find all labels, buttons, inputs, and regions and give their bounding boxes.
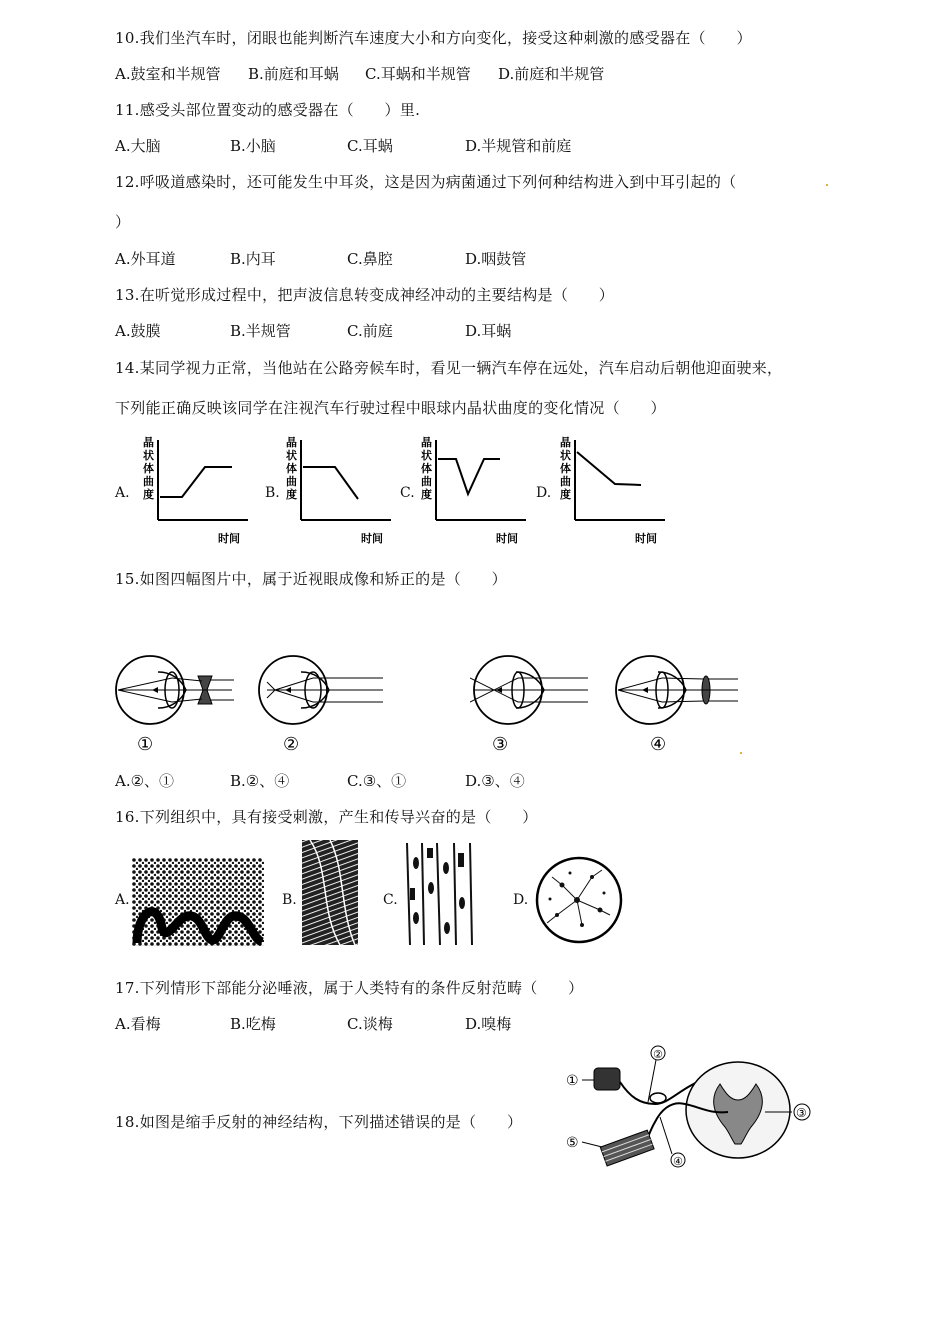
q15-eye-1 [112,650,247,760]
q11-stem: 11.感受头部位置变动的感受器在（ ）里. [115,101,421,119]
svg-text:晶状体曲度: 晶状体曲度 [286,436,297,501]
svg-text:晶状体曲度: 晶状体曲度 [421,436,432,501]
q18-label-1: ① [566,1073,579,1089]
q14-graph-a [140,432,265,550]
q16-label-c: C. [383,892,398,908]
q16-label-b: B. [282,892,297,908]
q11-option-b: B.小脑 [230,137,276,155]
q15-option-a: A.②、① [115,772,175,790]
q18-label-4: ④ [673,1155,683,1168]
q14-graph-b [283,432,408,550]
q15-fig-label-3: ③ [492,734,509,755]
q16-label-d: D. [513,892,529,908]
q14-graph-d-label: D. [536,485,552,501]
q18-stem: 18.如图是缩手反射的神经结构，下列描述错误的是（ ） [115,1113,523,1131]
q12-stem-end: ） [115,213,131,231]
q10-option-a: A.鼓室和半规管 [115,65,221,83]
q12-stem: 12.呼吸道感染时，还可能发生中耳炎，这是因为病菌通过下列何种结构进入到中耳引起的（ [115,173,737,191]
q13-option-a: A.鼓膜 [115,322,161,340]
q12-option-b: B.内耳 [230,250,276,268]
q15-option-b: B.②、④ [230,772,290,790]
q11-option-c: C.耳蜗 [347,137,393,155]
q16-tissue-b [300,840,360,945]
q10-option-d: D.前庭和半规管 [498,65,605,83]
q18-label-3: ③ [796,1106,807,1120]
q10-option-b: B.前庭和耳蜗 [248,65,339,83]
x-axis-label: 时间 [218,532,240,545]
q15-eye-3 [470,650,605,760]
q17-stem: 17.下列情形下部能分泌唾液，属于人类特有的条件反射范畴（ ） [115,979,584,997]
q14-graph-d [557,432,682,550]
q12-option-a: A.外耳道 [115,250,176,268]
scan-dot [826,184,828,186]
q18-reflex-arc-diagram [560,1042,820,1174]
q14-stem-2: 下列能正确反映该同学在注视汽车行驶过程中眼球内晶状曲度的变化情况（ ） [115,399,666,417]
q13-stem: 13.在听觉形成过程中，把声波信息转变成神经冲动的主要结构是（ ） [115,286,615,304]
q12-option-d: D.咽鼓管 [465,250,527,268]
q10-option-c: C.耳蜗和半规管 [365,65,471,83]
q15-stem: 15.如图四幅图片中，属于近视眼成像和矫正的是（ ） [115,570,507,588]
q18-label-5: ⑤ [566,1135,579,1151]
svg-text:晶状体曲度: 晶状体曲度 [560,436,571,501]
q17-option-a: A.看梅 [115,1015,161,1033]
q12-option-c: C.鼻腔 [347,250,393,268]
q15-option-d: D.③、④ [465,772,525,790]
q16-label-a: A. [115,892,130,908]
q15-eye-4 [612,650,747,760]
q14-graph-c [418,432,543,550]
svg-text:时间: 时间 [361,532,383,545]
q15-option-c: C.③、① [347,772,407,790]
q15-fig-label-4: ④ [650,734,667,755]
y-axis-label: 晶状体曲度 [143,436,154,501]
q17-option-c: C.谈梅 [347,1015,393,1033]
q13-option-c: C.前庭 [347,322,393,340]
q16-tissue-c [402,843,477,945]
q17-option-d: D.嗅梅 [465,1015,512,1033]
q15-fig-label-1: ① [137,734,154,755]
svg-text:时间: 时间 [496,532,518,545]
q18-label-2: ② [653,1048,663,1061]
q17-option-b: B.吃梅 [230,1015,276,1033]
scan-dot [740,752,742,754]
q15-eye-2 [255,650,390,760]
q14-graph-a-label: A. [115,485,130,501]
q14-graph-b-label: B. [265,485,280,501]
q11-option-d: D.半规管和前庭 [465,137,572,155]
q16-tissue-a [132,858,264,946]
q13-option-d: D.耳蜗 [465,322,512,340]
svg-text:时间: 时间 [635,532,657,545]
q10-stem: 10.我们坐汽车时，闭眼也能判断汽车速度大小和方向变化，接受这种刺激的感受器在（ ） [115,29,752,47]
q11-option-a: A.大脑 [115,137,161,155]
q14-graph-c-label: C. [400,485,415,501]
q15-fig-label-2: ② [283,734,300,755]
q14-stem: 14.某同学视力正常，当他站在公路旁候车时，看见一辆汽车停在远处，汽车启动后朝他迎面驶来， [115,359,783,377]
q16-stem: 16.下列组织中，具有接受刺激，产生和传导兴奋的是（ ） [115,808,538,826]
q13-option-b: B.半规管 [230,322,291,340]
q16-tissue-d [532,855,626,945]
